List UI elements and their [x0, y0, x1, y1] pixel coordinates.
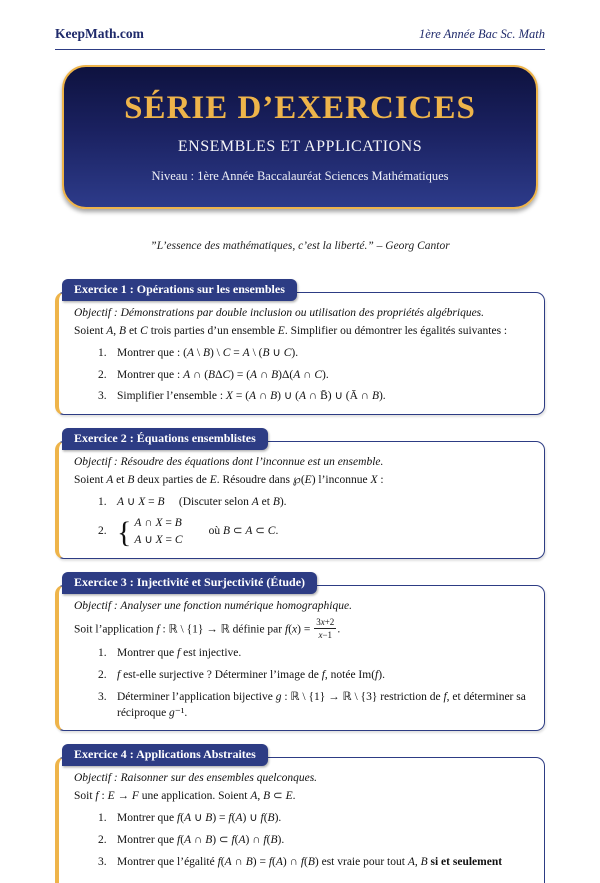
- banner-subtitle: ENSEMBLES ET APPLICATIONS: [177, 138, 423, 155]
- item-text: [117, 855, 531, 871]
- item-number: 2.: [98, 525, 107, 538]
- item-number: 1.: [98, 496, 107, 509]
- intro-line: Soient A et B deux parties de E. Résoudre dans ℘(E) l’inconnue X :: [74, 474, 384, 487]
- exercises-list: [55, 279, 545, 883]
- header-level-label: 1ère Année Bac Sc. Math: [419, 27, 545, 41]
- system-condition: où B ⊂ A ⊂ C.: [208, 525, 279, 538]
- exercise-1-section: [55, 279, 545, 415]
- exercise-3-body: [55, 585, 545, 731]
- quote: ”L’essence des mathématiques, c’est la liberté.” – Georg Cantor: [150, 240, 450, 252]
- intro-line: Soit f : E → F une application. Soient A, B ⊂ E.: [74, 790, 296, 803]
- list-item: [98, 690, 531, 722]
- exercise-2-section: [55, 428, 545, 559]
- system-line-2: A ∪ X = C: [134, 534, 183, 547]
- exercise-4-title: Exercice 4 : Applications Abstraites: [62, 744, 268, 766]
- equation-system: [117, 515, 183, 550]
- item-text: Montrer que : (A \ B) \ C = A \ (B ∪ C).: [117, 346, 299, 359]
- list-item: [98, 668, 531, 684]
- list-item: [98, 368, 531, 384]
- item-text-bold: si et seulement: [430, 855, 503, 868]
- page-header: [55, 26, 545, 42]
- list-item: [98, 811, 531, 827]
- item-number: 3.: [98, 690, 107, 703]
- exercise-2-title: Exercice 2 : Équations ensemblistes: [62, 428, 268, 450]
- item-text: Montrer que f(A ∪ B) = f(A) ∪ f(B).: [117, 812, 282, 825]
- objectif-line: Objectif : Analyser une fonction numérique homographique.: [74, 600, 352, 613]
- item-text: Simplifier l’ensemble : X = (A ∩ B) ∪ (A ∩ B̄) ∪ (Ā ∩ B).: [117, 390, 386, 403]
- intro-text-pre: Soit l’application f : ℝ \ {1} → ℝ définie par f(x) =: [74, 623, 314, 636]
- item-number: 3.: [98, 390, 107, 403]
- item-number: 2.: [98, 833, 107, 846]
- title-banner: [62, 65, 538, 209]
- list-item: [98, 389, 531, 405]
- exercise-3-section: [55, 572, 545, 731]
- list-item: [98, 346, 531, 362]
- item-number: 1.: [98, 646, 107, 659]
- item-number: 1.: [98, 812, 107, 825]
- list-item-system: [98, 515, 531, 550]
- fraction: [314, 617, 336, 640]
- list-item: [98, 833, 531, 849]
- item-text: Montrer que : A ∩ (BΔC) = (A ∩ B)Δ(A ∩ C).: [117, 368, 329, 381]
- exercise-4-section: [55, 744, 545, 882]
- intro-line: [74, 617, 531, 640]
- banner-title: SÉRIE D’EXERCICES: [124, 90, 476, 126]
- exercise-2-body: [55, 441, 545, 559]
- objectif-line: Objectif : Démonstrations par double inclusion ou utilisation des propriétés algébriques.: [74, 307, 485, 319]
- item-number: 1.: [98, 346, 107, 359]
- item-text-normal: Montrer que l’égalité f(A ∩ B) = f(A) ∩ f(B) est vraie pour tout A, B: [117, 855, 428, 868]
- fraction-numerator: 3x+2: [316, 617, 335, 628]
- list-item: [98, 495, 531, 511]
- item-number: 2.: [98, 668, 107, 681]
- system-lines: [134, 515, 182, 550]
- list-item: [98, 646, 531, 662]
- exercise-3-title: Exercice 3 : Injectivité et Surjectivité (Étude): [62, 572, 317, 594]
- item-text: f est-elle surjective ? Déterminer l’image de f, notée Im(f).: [117, 668, 385, 681]
- item-text: Montrer que f(A ∩ B) ⊂ f(A) ∩ f(B).: [117, 833, 285, 846]
- intro-text-post: .: [337, 623, 341, 636]
- site-name: KeepMath.com: [55, 26, 144, 41]
- exercise-1-body: [55, 292, 545, 415]
- intro-line: Soient A, B et C trois parties d’un ensemble E. Simplifier ou démontrer les égalités suivantes :: [74, 324, 508, 337]
- exercise-4-body: [55, 757, 545, 882]
- item-text: A ∪ X = B (Discuter selon A et B).: [117, 496, 287, 509]
- system-line-1: A ∩ X = B: [134, 516, 182, 529]
- exercise-1-title: Exercice 1 : Opérations sur les ensembles: [62, 279, 297, 301]
- banner-level: Niveau : 1ère Année Baccalauréat Sciences Mathématiques: [151, 169, 449, 183]
- item-text: Montrer que f est injective.: [117, 646, 242, 659]
- item-text: Déterminer l’application bijective g : ℝ \ {1} → ℝ \ {3} restriction de f, et déterminer sa réciproque g⁻¹.: [117, 690, 526, 719]
- fraction-denominator: x−1: [318, 629, 333, 640]
- objectif-line: Objectif : Raisonner sur des ensembles quelconques.: [74, 772, 318, 785]
- objectif-line: Objectif : Résoudre des équations dont l’inconnue est un ensemble.: [74, 456, 384, 469]
- item-number: 3.: [98, 855, 107, 868]
- item-number: 2.: [98, 368, 107, 381]
- header-rule: [55, 49, 545, 50]
- brace-symbol: {: [117, 515, 132, 549]
- list-item: [98, 855, 531, 871]
